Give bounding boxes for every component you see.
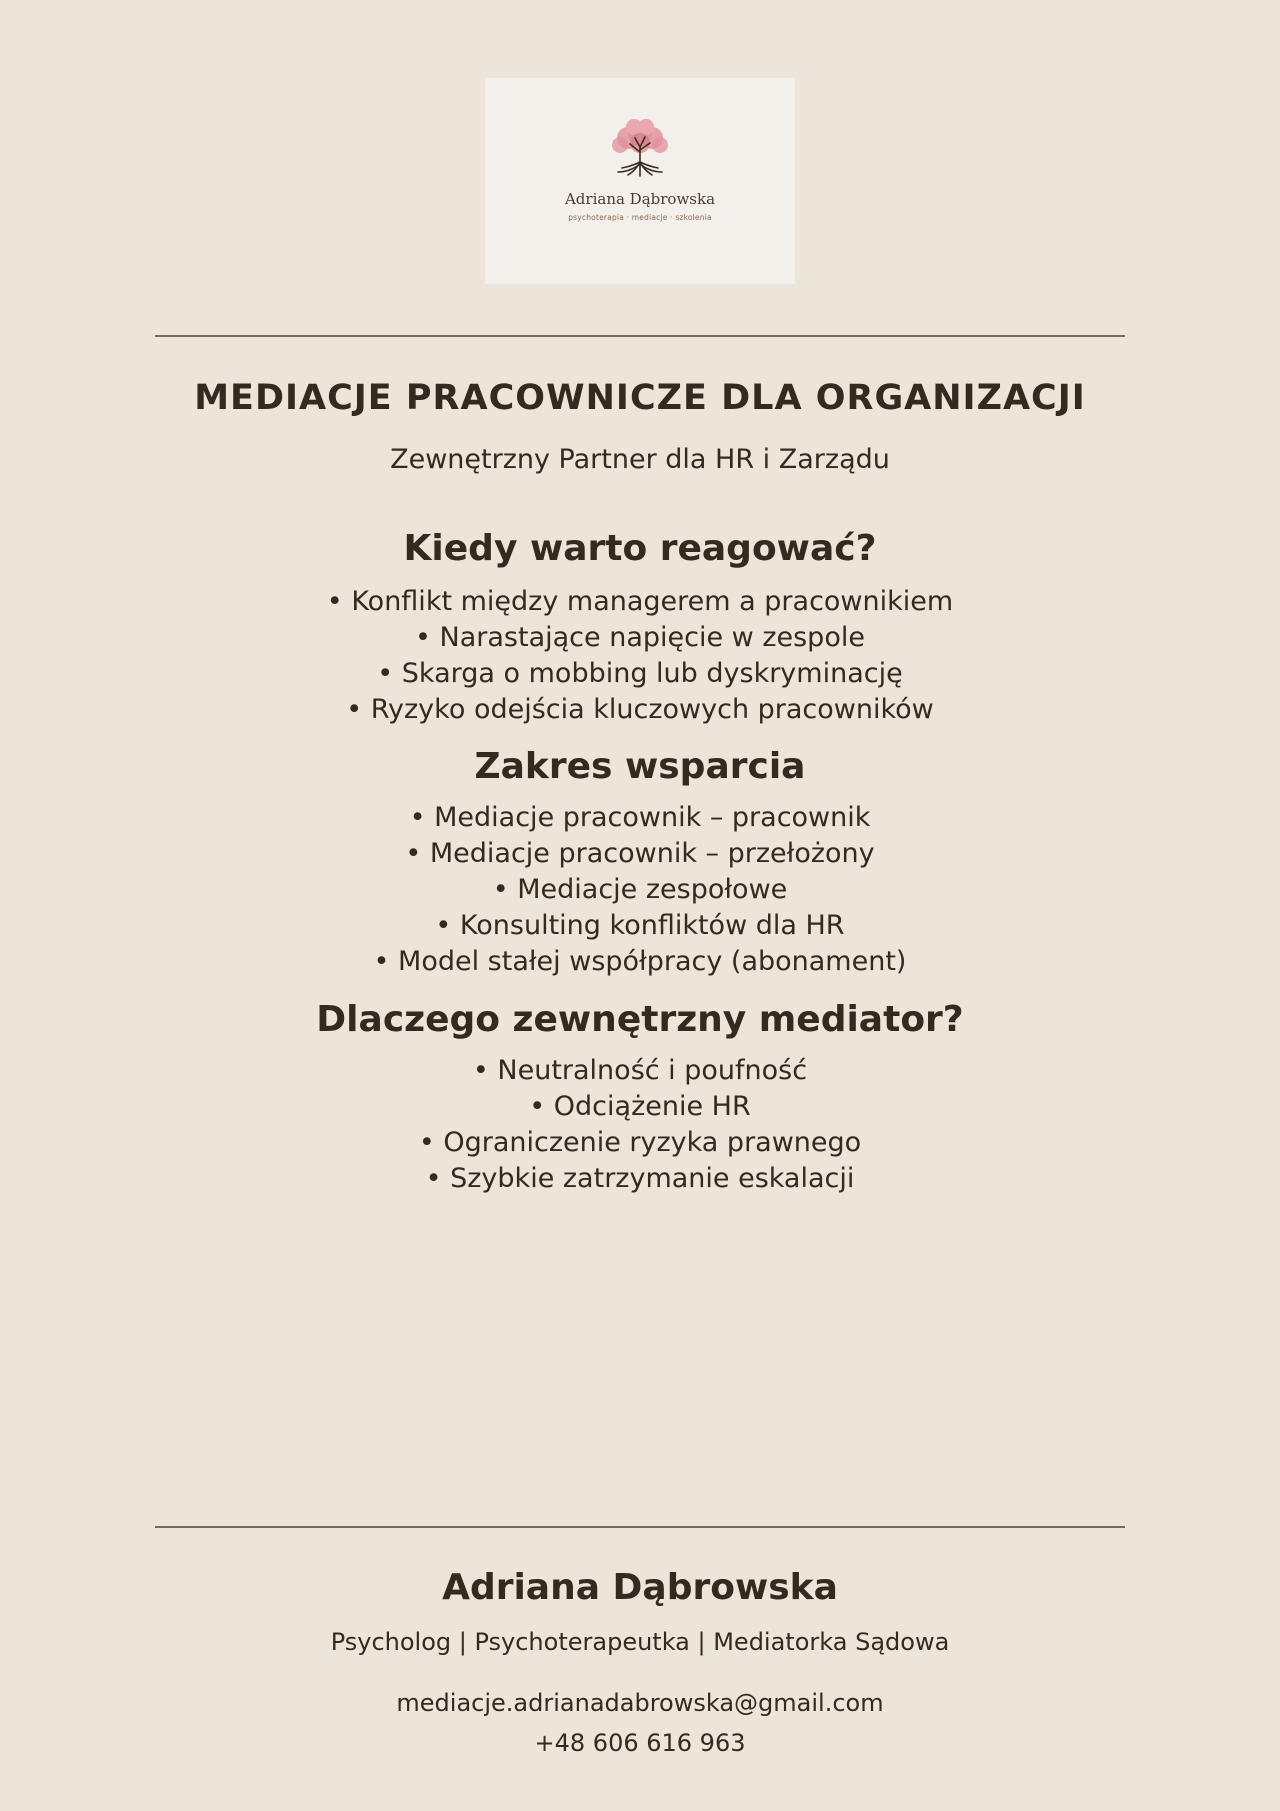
top-divider: [155, 335, 1125, 337]
footer-phone[interactable]: +48 606 616 963: [534, 1729, 746, 1757]
page-subtitle: Zewnętrzny Partner dla HR i Zarządu: [390, 444, 890, 475]
list-item: • Szybkie zatrzymanie eskalacji: [0, 1161, 1280, 1197]
list-item: • Model stałej współpracy (abonament): [0, 944, 1280, 980]
list-item: • Ograniczenie ryzyka prawnego: [0, 1125, 1280, 1161]
section-list-scope: [0, 800, 1280, 980]
tree-icon: [606, 116, 674, 182]
list-item: • Odciążenie HR: [0, 1089, 1280, 1125]
logo: [485, 78, 795, 284]
list-item: • Neutralność i poufność: [0, 1053, 1280, 1089]
list-item: • Konsulting konfliktów dla HR: [0, 908, 1280, 944]
section-list-why: [0, 1053, 1280, 1197]
list-item: • Konflikt między managerem a pracownikiem: [0, 584, 1280, 620]
logo-tagline: psychoterapia · mediacje · szkolenia: [568, 213, 712, 222]
list-item: • Mediacje zespołowe: [0, 872, 1280, 908]
page-title: MEDIACJE PRACOWNICZE DLA ORGANIZACJI: [194, 378, 1086, 418]
list-item: • Mediacje pracownik – przełożony: [0, 836, 1280, 872]
section-list-when: [0, 584, 1280, 728]
footer-role: Psycholog | Psychoterapeutka | Mediatorka Sądowa: [330, 1628, 950, 1656]
logo-name: Adriana Dąbrowska: [564, 190, 716, 208]
list-item: • Mediacje pracownik – pracownik: [0, 800, 1280, 836]
section-heading-when: Kiedy warto reagować?: [403, 528, 877, 569]
footer-email[interactable]: mediacje.adrianadabrowska@gmail.com: [396, 1689, 884, 1717]
section-heading-scope: Zakres wsparcia: [474, 746, 806, 787]
list-item: • Ryzyko odejścia kluczowych pracowników: [0, 692, 1280, 728]
bottom-divider: [155, 1526, 1125, 1528]
list-item: • Skarga o mobbing lub dyskryminację: [0, 656, 1280, 692]
footer-name: Adriana Dąbrowska: [442, 1567, 838, 1608]
section-heading-why: Dlaczego zewnętrzny mediator?: [316, 999, 964, 1040]
list-item: • Narastające napięcie w zespole: [0, 620, 1280, 656]
